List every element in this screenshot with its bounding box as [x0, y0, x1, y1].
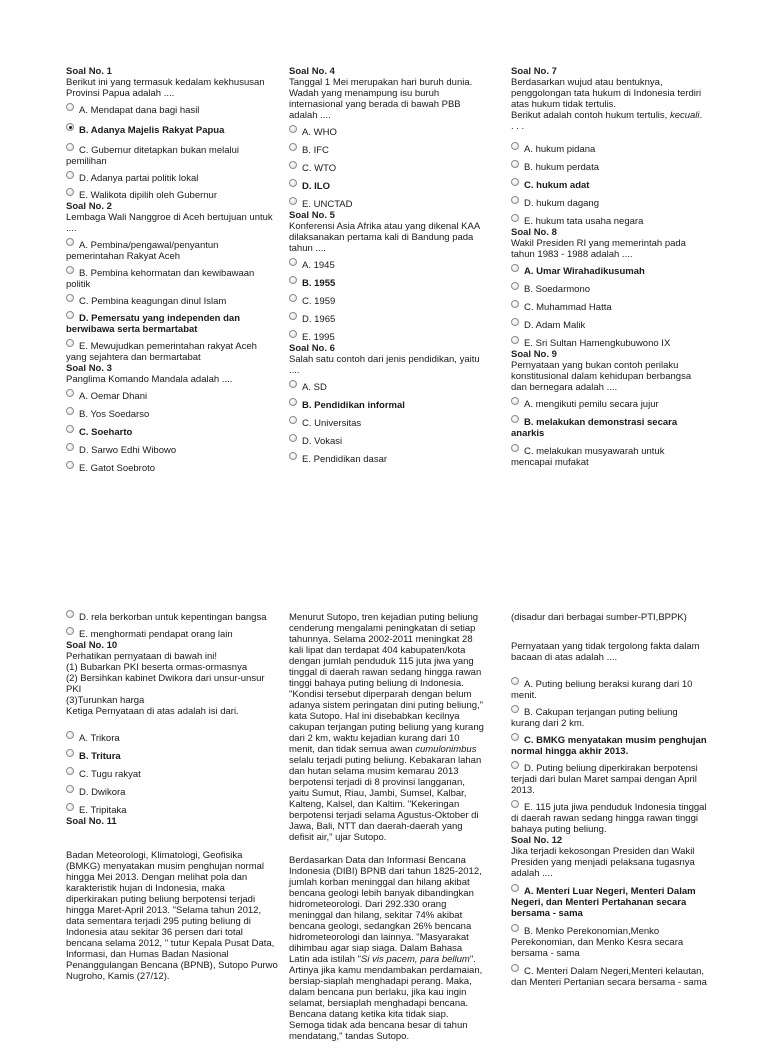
- radio-icon[interactable]: [66, 443, 74, 451]
- option-c[interactable]: C. 1959: [289, 296, 489, 307]
- question-7: [511, 66, 707, 227]
- option-d[interactable]: D. Puting beliung diperkirakan berpotensi terjadi dari bulan Maret sampai dengan April 2013.: [511, 763, 698, 796]
- radio-icon[interactable]: [66, 461, 74, 469]
- option-e[interactable]: E. 1995: [289, 332, 489, 343]
- radio-icon[interactable]: [66, 143, 74, 151]
- radio-icon[interactable]: [511, 884, 519, 892]
- radio-icon[interactable]: [66, 294, 74, 302]
- option-b[interactable]: B. melakukan demonstrasi secara anarkis: [511, 417, 678, 439]
- radio-icon[interactable]: [511, 336, 519, 344]
- radio-icon[interactable]: [511, 300, 519, 308]
- option-c[interactable]: C. Universitas: [289, 418, 489, 429]
- reading-paragraph-3: Berdasarkan Data dan Informasi Bencana Indonesia (DIBI) BPNB dari tahun 1825-2012, jumlah korban meninggal dan hilang akibat bencana geologi lebih banyak dibandingkan hidrometeorologi. Dari 292.330 orang meninggal dan hilang, sekitar 74% akibat bencana geologi, sedangkan 26% bencana hidrometeorologi dan lainnya. "Masyarakat dihimbau agar siap siaga. Dalam Bahasa Latin ada istilah "Si vis pacem, para bellum". Artinya jika kamu mendambakan perdamaian, bersiap-siaplah menghadapi perang. Maka, dalam bencana pun berlaku, jika kau ingin selamat, bersiaplah menghadapi bencana. Bencana datang ketika kita tidak siap. Semoga tidak ada bencana besar di tahun mendatang," tandas Sutopo.: [289, 855, 483, 1042]
- option-a[interactable]: A. Pembina/pengawal/penyantun pemerintahan Rakyat Aceh: [66, 240, 219, 262]
- radio-icon[interactable]: [511, 964, 519, 972]
- radio-icon[interactable]: [511, 800, 519, 808]
- question-text-2: Berikut adalah contoh hukum tertulis, kecuali. . . .: [511, 110, 703, 132]
- option-e[interactable]: E. hukum tata usaha negara: [511, 216, 707, 227]
- radio-icon[interactable]: [289, 161, 297, 169]
- option-b[interactable]: B. Pembina kehormatan dan kewibawaan politik: [66, 268, 255, 290]
- question-title: Soal No. 2: [66, 201, 112, 212]
- option-a[interactable]: A. WHO: [289, 127, 489, 138]
- radio-icon[interactable]: [289, 380, 297, 388]
- option-b[interactable]: B. Cakupan terjangan puting beliung kurang dari 2 km.: [511, 707, 678, 729]
- radio-icon[interactable]: [66, 171, 74, 179]
- option-e[interactable]: E. Pendidikan dasar: [289, 454, 489, 465]
- radio-icon[interactable]: [289, 416, 297, 424]
- question-title: Soal No. 9: [511, 349, 557, 360]
- statement-3: (3)Turunkan harga: [66, 695, 145, 706]
- question-text: Perhatikan pernyataan di bawah ini!: [66, 651, 218, 662]
- radio-icon[interactable]: [289, 197, 297, 205]
- option-e[interactable]: E. 115 juta jiwa penduduk Indonesia tinggal di daerah rawan sedang hingga rawan tinggi bahaya puting beliung.: [511, 802, 707, 835]
- question-10: [66, 640, 278, 816]
- radio-icon[interactable]: [289, 452, 297, 460]
- option-c[interactable]: C. Tugu rakyat: [66, 769, 278, 780]
- question-text: Panglima Komando Mandala adalah ....: [66, 374, 233, 385]
- radio-icon[interactable]: [511, 761, 519, 769]
- radio-icon[interactable]: [66, 103, 74, 111]
- radio-icon[interactable]: [66, 627, 74, 635]
- radio-icon[interactable]: [66, 311, 74, 319]
- radio-icon[interactable]: [511, 214, 519, 222]
- option-a[interactable]: A. hukum pidana: [511, 144, 707, 155]
- radio-icon[interactable]: [66, 238, 74, 246]
- question-text: Salah satu contoh dari jenis pendidikan, yaitu ....: [289, 354, 480, 376]
- question-text: Berdasarkan wujud atau bentuknya, penggolongan tata hukum di Indonesia terdiri atas hukum tidak tertulis.: [511, 77, 702, 110]
- option-d[interactable]: D. ILO: [289, 181, 489, 192]
- option-d[interactable]: D. Adam Malik: [511, 320, 707, 331]
- option-d[interactable]: D. Sarwo Edhi Wibowo: [66, 445, 278, 456]
- option-b[interactable]: B. Menko Perekonomian,Menko Perekonomian, dan Menko Kesra secara bersama - sama: [511, 926, 684, 959]
- option-a[interactable]: A. 1945: [289, 260, 489, 271]
- radio-icon[interactable]: [289, 294, 297, 302]
- radio-icon[interactable]: [66, 767, 74, 775]
- option-e[interactable]: E. Sri Sultan Hamengkubuwono IX: [511, 338, 707, 349]
- question-title: Soal No. 10: [66, 640, 118, 651]
- option-a[interactable]: A. Trikora: [66, 733, 278, 744]
- option-e[interactable]: E. Gatot Soebroto: [66, 463, 278, 474]
- question-text: Jika terjadi kekosongan Presiden dan Wakil Presiden yang menjadi pelaksana tugasnya adalah ....: [511, 846, 695, 879]
- statement-2: (2) Bersihkan kabinet Dwikora dari unsur-unsur PKI: [66, 673, 265, 695]
- statement-1: (1) Bubarkan PKI beserta ormas-ormasnya: [66, 662, 248, 673]
- question-title: Soal No. 5: [289, 210, 335, 221]
- option-a[interactable]: A. Puting beliung beraksi kurang dari 10 menit.: [511, 679, 693, 701]
- column-2-top: [289, 66, 489, 465]
- question-3: [66, 363, 278, 474]
- reading-paragraph-2: Menurut Sutopo, tren kejadian puting beliung cenderung mengalami peningkatan di setiap tahunnya. Selama 2002-2011 meningkat 28 kali lipat dan terdapat 404 kabupaten/kota dengan jumlah penduduk 115 juta jiwa yang tinggal di daerah rawan sedang hingga rawan tinggi bahaya puting beliung di Indonesia. "Kondisi tersebut diperparah dengan belum adanya sistem peringatan dini puting beliung," kata Sutopo. Hal ini disebabkan kecilnya cakupan terjangan puting beliung yang kurang dari 2 km, waktu kejadian kurang dari 10 menit, dan tidak semua awan cumulonimbus selalu terjadi puting beliung. Kebakaran lahan dan hutan selama musim kemarau 2013 berpotensi terjadi di 8 provinsi langganan, yaitu Sumut, Riau, Jambi, Sumsel, Kalbar, Kalteng, Kalsel, dan Kaltim. "Kekeringan berpotensi terjadi selama Agustus-Oktober di Jawa, Bali, NTT dan daerah-daerah yang defisit air," ujar Sutopo.: [289, 612, 484, 843]
- question-title: Soal No. 3: [66, 363, 112, 374]
- question-text: Wakil Presiden RI yang memerintah pada tahun 1983 - 1988 adalah ....: [511, 238, 686, 260]
- radio-icon[interactable]: [511, 415, 519, 423]
- radio-icon[interactable]: [289, 434, 297, 442]
- radio-icon[interactable]: [66, 610, 74, 618]
- radio-icon[interactable]: [66, 389, 74, 397]
- option-e[interactable]: E. Walikota dipilih oleh Gubernur: [66, 190, 278, 201]
- question-text: Berikut ini yang termasuk kedalam kekhususan Provinsi Papua adalah ....: [66, 77, 265, 99]
- question-text: Pernyataan yang bukan contoh perilaku konstitusional dalam kehidupan berbangsa dan bernegara adalah ....: [511, 360, 692, 393]
- option-a[interactable]: A. mengikuti pemilu secara jujur: [511, 399, 707, 410]
- question-11: [66, 816, 278, 982]
- radio-icon[interactable]: [66, 731, 74, 739]
- option-e[interactable]: E. Mewujudkan pemerintahan rakyat Aceh yang sejahtera dan bermartabat: [66, 341, 257, 363]
- radio-icon[interactable]: [511, 705, 519, 713]
- radio-icon[interactable]: [289, 330, 297, 338]
- question-title: Soal No. 4: [289, 66, 335, 77]
- radio-icon[interactable]: [66, 407, 74, 415]
- option-c[interactable]: C. WTO: [289, 163, 489, 174]
- option-c[interactable]: C. Soeharto: [66, 427, 278, 438]
- question-1: [66, 66, 278, 201]
- source-note: (disadur dari berbagai sumber-PTI,BPPK): [511, 612, 687, 623]
- option-b[interactable]: B. Soedarmono: [511, 284, 707, 295]
- radio-icon[interactable]: [66, 785, 74, 793]
- option-b[interactable]: B. Adanya Majelis Rakyat Papua: [66, 125, 278, 136]
- option-c[interactable]: C. Pembina keagungan dinul Islam: [66, 296, 278, 307]
- question-text: Lembaga Wali Nanggroe di Aceh bertujuan untuk ....: [66, 212, 273, 234]
- question-title: Soal No. 7: [511, 66, 557, 77]
- radio-icon[interactable]: [511, 264, 519, 272]
- radio-icon[interactable]: [511, 924, 519, 932]
- option-a[interactable]: A. SD: [289, 382, 489, 393]
- radio-icon[interactable]: [289, 398, 297, 406]
- option-a[interactable]: A. Mendapat dana bagi hasil: [66, 105, 278, 116]
- option-b[interactable]: B. IFC: [289, 145, 489, 156]
- option-d[interactable]: D. rela berkorban untuk kepentingan bangsa: [66, 612, 278, 623]
- option-c[interactable]: C. Menteri Dalam Negeri,Menteri kelautan, dan Menteri Pertanian secara bersama - sama: [511, 966, 707, 988]
- option-e[interactable]: E. Tripitaka: [66, 805, 278, 816]
- question-8: [511, 227, 707, 349]
- radio-icon[interactable]: [511, 397, 519, 405]
- option-a[interactable]: A. Menteri Luar Negeri, Menteri Dalam Negeri, dan Menteri Pertahanan secara bersama - sama: [511, 886, 696, 919]
- column-2-bottom: [289, 612, 485, 1054]
- question-text: Tanggal 1 Mei merupakan hari buruh dunia. Wadah yang menampung isu buruh internasional yang berada di bawah PBB adalah ....: [289, 77, 473, 121]
- question-title: Soal No. 8: [511, 227, 557, 238]
- radio-icon[interactable]: [66, 425, 74, 433]
- radio-icon[interactable]: [289, 258, 297, 266]
- column-1-bottom: [66, 612, 278, 994]
- radio-icon[interactable]: [66, 188, 74, 196]
- question-title: Soal No. 6: [289, 343, 335, 354]
- radio-icon[interactable]: [66, 266, 74, 274]
- radio-icon[interactable]: [289, 312, 297, 320]
- option-c[interactable]: C. Muhammad Hatta: [511, 302, 707, 313]
- radio-icon[interactable]: [511, 160, 519, 168]
- option-a[interactable]: A. Oemar Dhani: [66, 391, 278, 402]
- column-3-bottom: [511, 612, 707, 988]
- option-c[interactable]: C. BMKG menyatakan musim penghujan normal hingga akhir 2013.: [511, 735, 707, 757]
- option-b[interactable]: B. Yos Soedarso: [66, 409, 278, 420]
- option-d[interactable]: D. Dwikora: [66, 787, 278, 798]
- radio-icon[interactable]: [511, 444, 519, 452]
- question-5: [289, 210, 489, 343]
- question-title: Soal No. 12: [511, 835, 563, 846]
- radio-icon[interactable]: [289, 125, 297, 133]
- radio-selected-icon[interactable]: [66, 123, 74, 131]
- radio-icon[interactable]: [511, 142, 519, 150]
- option-c[interactable]: C. Gubernur ditetapkan bukan melalui pemilihan: [66, 145, 240, 167]
- option-d[interactable]: D. Vokasi: [289, 436, 489, 447]
- option-c[interactable]: C. melakukan musyawarah untuk mencapai mufakat: [511, 446, 665, 468]
- radio-icon[interactable]: [511, 196, 519, 204]
- option-b[interactable]: B. Tritura: [66, 751, 278, 762]
- column-3-top: [511, 66, 707, 468]
- radio-icon[interactable]: [289, 179, 297, 187]
- question-title: Soal No. 1: [66, 66, 112, 77]
- question-text: Konferensi Asia Afrika atau yang dikenal KAA dilaksanakan pertama kali di Bandung pada tahun ....: [289, 221, 480, 254]
- radio-icon[interactable]: [66, 339, 74, 347]
- option-c[interactable]: C. hukum adat: [511, 180, 707, 191]
- option-b[interactable]: B. hukum perdata: [511, 162, 707, 173]
- radio-icon[interactable]: [66, 749, 74, 757]
- option-d[interactable]: D. Pemersatu yang independen dan berwibawa serta bermartabat: [66, 313, 241, 335]
- question-title: Soal No. 11: [66, 816, 117, 827]
- radio-icon[interactable]: [511, 318, 519, 326]
- question-2: [66, 201, 278, 363]
- option-e[interactable]: E. UNCTAD: [289, 199, 489, 210]
- option-a[interactable]: A. Umar Wirahadikusumah: [511, 266, 707, 277]
- reading-paragraph-1: Badan Meteorologi, Klimatologi, Geofisika (BMKG) menyatakan musim penghujan normal hingga Mei 2013. Dengan melihat pola dan karakteristik hujan di Indonesia, maka diperkirakan puting beliung berpotensi terjadi hingga Maret-April 2013. "Selama tahun 2012, data sementara terjadi 295 puting beliung di Indonesia atau sekitar 36 persen dari total bencana selama 2012, " tutur Kepala Pusat Data, Informasi, dan Humas Badan Nasional Penanggulangan Bencana (BPNB), Sutopo Purwo Nugroho, Kamis (27/12).: [66, 850, 278, 982]
- radio-icon[interactable]: [511, 282, 519, 290]
- option-b[interactable]: B. Pendidikan informal: [289, 400, 489, 411]
- radio-icon[interactable]: [289, 276, 297, 284]
- radio-icon[interactable]: [66, 803, 74, 811]
- option-b[interactable]: B. 1955: [289, 278, 489, 289]
- option-d[interactable]: D. hukum dagang: [511, 198, 707, 209]
- question-9: [511, 349, 707, 468]
- radio-icon[interactable]: [511, 733, 519, 741]
- question-6: [289, 343, 489, 465]
- question-text-2: Ketiga Pernyataan di atas adalah isi dari.: [66, 706, 239, 717]
- question-9-continued: [66, 612, 278, 640]
- question-12: [511, 835, 707, 988]
- question-text: Pernyataan yang tidak tergolong fakta dalam bacaan di atas adalah ....: [511, 641, 700, 663]
- question-4: [289, 66, 489, 210]
- radio-icon[interactable]: [511, 677, 519, 685]
- option-e[interactable]: E. menghormati pendapat orang lain: [66, 629, 278, 640]
- option-d[interactable]: D. 1965: [289, 314, 489, 325]
- option-d[interactable]: D. Adanya partai politik lokal: [66, 173, 278, 184]
- radio-icon[interactable]: [289, 143, 297, 151]
- column-1-top: [66, 66, 278, 474]
- radio-icon[interactable]: [511, 178, 519, 186]
